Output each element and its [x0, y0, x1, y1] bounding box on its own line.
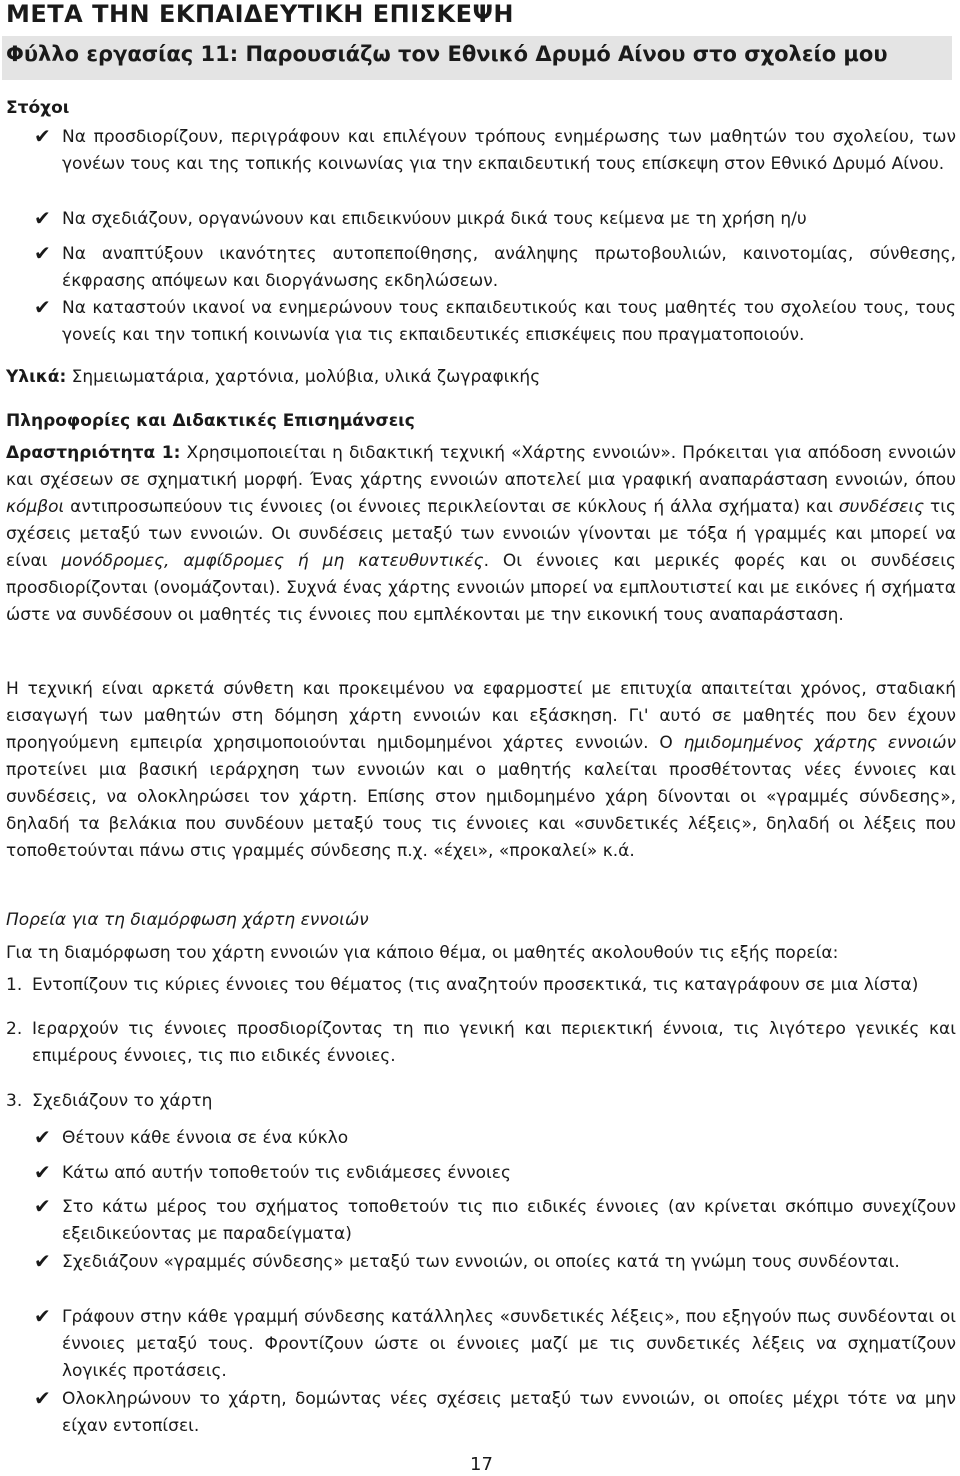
step-text: Ιεραρχούν τις έννοιες προσδιορίζοντας τη πιο γενική και περιεκτική έννοια, τις λιγότερο γενικές και επιμέρους έννοιες, τις πιο ειδικές έννοιες.	[32, 1019, 956, 1066]
activity1-italic-3: μονόδρομες, αμφίδρομες ή μη κατευθυντικές	[61, 551, 484, 571]
info-heading: Πληροφορίες και Διδακτικές Επισημάνσεις	[6, 411, 415, 431]
goal-item: Να καταστούν ικανοί να ενημερώνουν τους εκπαιδευτικούς και τους μαθητές του σχολείου τους, τους γονείς και την τοπική κοινωνία για τις εκπαιδευτικές επισκέψεις που πραγματοποιούν.	[62, 298, 956, 345]
worksheet-title: Φύλλο εργασίας 11: Παρουσιάζω τον Εθνικό Δρυμό Αίνου στο σχολείο μου	[6, 42, 888, 66]
activity1-italic-1: κόμβοι	[6, 497, 65, 517]
materials-label: Υλικά:	[6, 367, 67, 387]
activity1-text-4: . Οι έννοιες και μερικές φορές και οι συνδέσεις προσδιορίζονται (ονομάζονται). Συχνά ένας χάρτης εννοιών μπορεί να εμπλουτιστεί και με εικόνες ή σχήματα ώστε να συνδέσουν οι μαθητές τις έννοιες που εμπλέκονται με την εικονική τους αναπαράσταση.	[6, 551, 957, 625]
check-icon: ✔	[34, 1249, 51, 1273]
materials-line	[6, 367, 540, 387]
technique-italic-1: ημιδομημένος χάρτης εννοιών	[683, 733, 957, 753]
process-bullet: Στο κάτω μέρος του σχήματος τοποθετούν τις πιο ειδικές έννοιες (αν κρίνεται σκόπιμο συνεχίζουν εξειδικεύοντας με παραδείγματα)	[62, 1197, 956, 1244]
check-icon: ✔	[34, 1304, 51, 1328]
process-bullet: Γράφουν στην κάθε γραμμή σύνδεσης κατάλληλες «συνδετικές λέξεις», που εξηγούν πως συνδέονται οι έννοιες μεταξύ τους. Φροντίζουν ώστε οι έννοιες μαζί με τις συνδετικές λέξεις να σχηματίζουν λογικές προτάσεις.	[62, 1307, 956, 1381]
process-intro: Για τη διαμόρφωση του χάρτη εννοιών για κάποιο θέμα, οι μαθητές ακολουθούν τις εξής πορεία:	[6, 943, 839, 963]
activity1-text-3: τις σχέσεις μεταξύ των εννοιών. Οι συνδέσεις μεταξύ των εννοιών γίνονται με τόξα ή γραμμές και μπορεί να είναι	[6, 497, 957, 571]
process-bullet: Ολοκληρώνουν το χάρτη, δομώντας νέες σχέσεις μεταξύ των εννοιών, οι οποίες μέχρι τότε να μην είχαν εντοπίσει.	[62, 1389, 956, 1436]
activity1-text-1: Χρησιμοποιείται η διδακτική τεχνική «Χάρτης εννοιών». Πρόκειται για απόδοση εννοιών και σχέσεων σε σχηματική μορφή. Ένας χάρτης εννοιών αποτελεί μια γραφική αναπαράσταση εννοιών, όπου	[6, 443, 957, 490]
step-number: 3.	[6, 1091, 23, 1111]
process-bullet: Κάτω από αυτήν τοποθετούν τις ενδιάμεσες έννοιες	[62, 1163, 511, 1183]
goal-item: Να αναπτύξουν ικανότητες αυτοπεποίθησης, ανάληψης πρωτοβουλιών, καινοτομίας, σύνθεσης, έκφρασης απόψεων και διοργάνωσης εκδηλώσεων.	[62, 244, 956, 291]
check-icon: ✔	[34, 1160, 51, 1184]
technique-paragraph	[6, 676, 956, 865]
page-number: 17	[470, 1454, 493, 1475]
process-heading: Πορεία για τη διαμόρφωση χάρτη εννοιών	[6, 910, 369, 930]
activity1-paragraph	[6, 440, 956, 629]
page-title: ΜΕΤΑ ΤΗΝ ΕΚΠΑΙΔΕΥΤΙΚΗ ΕΠΙΣΚΕΨΗ	[6, 0, 515, 28]
check-icon: ✔	[34, 124, 51, 148]
activity1-italic-2: συνδέσεις	[838, 497, 925, 517]
check-icon: ✔	[34, 241, 51, 265]
process-bullet: Σχεδιάζουν «γραμμές σύνδεσης» μεταξύ των εννοιών, οι οποίες κατά τη γνώμη τους συνδέονται.	[62, 1252, 900, 1272]
goal-item: Να σχεδιάζουν, οργανώνουν και επιδεικνύουν μικρά δικά τους κείμενα με τη χρήση η/υ	[62, 209, 807, 229]
technique-text-1: Η τεχνική είναι αρκετά σύνθετη και προκειμένου να εφαρμοστεί με επιτυχία απαιτείται χρόνος, σταδιακή εισαγωγή των μαθητών στη δόμηση χάρτη εννοιών και εξάσκηση. Γι' αυτό σε μαθητές που δεν έχουν προηγούμενη εμπειρία χρησιμοποιούνται ημιδομημένοι χάρτες εννοιών. Ο	[6, 679, 956, 753]
step-number: 2.	[6, 1019, 23, 1039]
activity1-text-2: αντιπροσωπεύουν τις έννοιες (οι έννοιες περικλείονται σε κύκλους ή άλλα σχήματα) και	[70, 497, 833, 517]
step-number: 1.	[6, 975, 23, 995]
check-icon: ✔	[34, 206, 51, 230]
step-text: Σχεδιάζουν το χάρτη	[32, 1091, 213, 1111]
process-bullet: Θέτουν κάθε έννοια σε ένα κύκλο	[62, 1128, 349, 1148]
check-icon: ✔	[34, 295, 51, 319]
check-icon: ✔	[34, 1194, 51, 1218]
step-text: Εντοπίζουν τις κύριες έννοιες του θέματος (τις αναζητούν προσεκτικά, τις καταγράφουν σε μια λίστα)	[32, 975, 919, 995]
check-icon: ✔	[34, 1125, 51, 1149]
goal-item: Να προσδιορίζουν, περιγράφουν και επιλέγουν τρόπους ενημέρωσης των μαθητών του σχολείου, των γονέων τους και της τοπικής κοινωνίας για την εκπαιδευτική τους επίσκεψη στον Εθνικό Δρυμό Αίνου.	[62, 127, 956, 174]
technique-text-2: προτείνει μια βασική ιεράρχηση των εννοιών και ο μαθητής καλείται προσθέτοντας νέες έννοιες και συνδέσεις, να ολοκληρώσει τον χάρτη. Επίσης στον ημιδομημένο χάρη δίνονται οι «γραμμές σύνδεσης», δηλαδή τα βελάκια που συνδέουν μεταξύ τους τις έννοιες και «συνδετικές λέξεις», δηλαδή οι λέξεις που τοποθετούνται πάνω στις γραμμές σύνδεσης π.χ. «έχει», «προκαλεί» κ.ά.	[6, 760, 956, 861]
materials-text: Σημειωματάρια, χαρτόνια, μολύβια, υλικά ζωγραφικής	[71, 367, 541, 387]
activity1-label: Δραστηριότητα 1:	[6, 443, 181, 463]
check-icon: ✔	[34, 1386, 51, 1410]
goals-heading: Στόχοι	[6, 98, 70, 118]
